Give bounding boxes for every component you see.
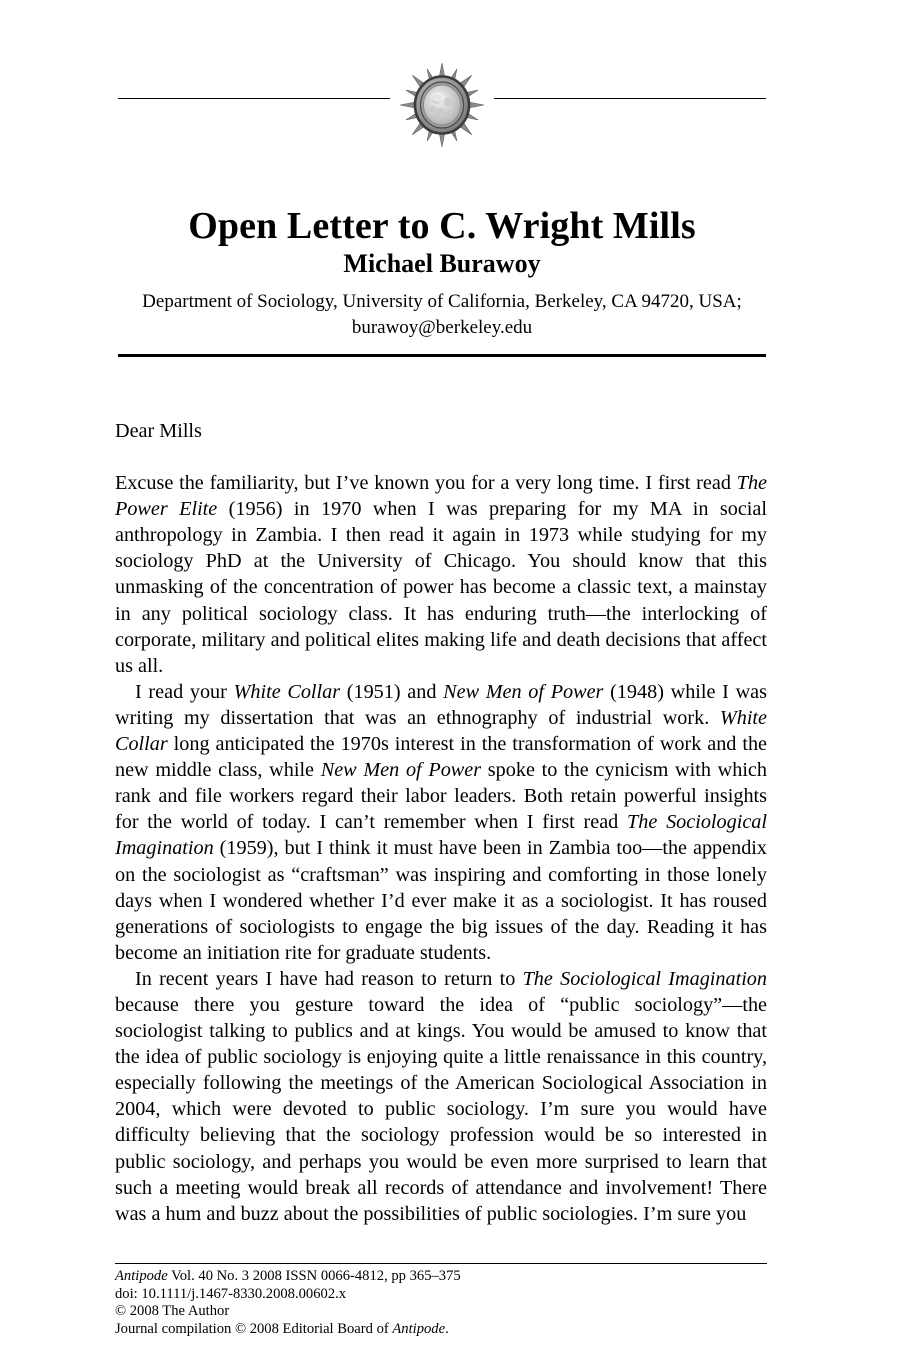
body-paragraph: I read your White Collar (1951) and New Men of Power (1948) while I was writing my dissertation that was an ethnography of industrial work. White Collar long anticipated the 1970s interest in the transformation of work and the new middle class, while New Men of Power spoke to the cynicism with which rank and file workers regard their labor leaders. Both retain powerful insights for the world of today. I can’t remember when I first read The Sociological Imagination (1959), but I think it must have been in Zambia too—the appendix on the sociologist as “craftsman” was inspiring and comforting in those lonely days when I wondered whether I’d ever make it as a sociologist. It has roused generations of sociologists to engage the big issues of the day. Reading it has become an initiation rite for graduate students. bbox=[115, 680, 768, 964]
author-name: Michael Burawoy bbox=[343, 249, 541, 278]
masthead-rule-right bbox=[494, 98, 766, 99]
paragraph-list bbox=[115, 470, 767, 1227]
italic-title: Antipode bbox=[392, 1320, 446, 1337]
masthead-rule-left bbox=[118, 98, 390, 99]
italic-title: The Sociological Imagination bbox=[522, 967, 767, 990]
header-divider-rule bbox=[118, 354, 766, 357]
italic-title: The Sociological Imagination bbox=[115, 811, 768, 860]
sunburst-emblem-icon bbox=[399, 62, 485, 148]
italic-title: White Collar bbox=[115, 706, 767, 756]
footer-line: © 2008 The Author bbox=[115, 1303, 230, 1320]
body-paragraph: Excuse the familiarity, but I’ve known you for a very long time. I first read The Power Elite (1956) in 1970 when I was preparing for my MA in social anthropology in Zambia. I then read it again in 1973 while studying for my sociology PhD at the University of Chicago. You should know that this unmasking of the concentration of power has become a classic text, a mainstay in any political sociology class. It has enduring truth—the interlocking of corporate, military and political elites making life and death decisions that affect us all. bbox=[115, 472, 767, 677]
footer-line: doi: 10.1111/j.1467-8330.2008.00602.x bbox=[115, 1285, 347, 1302]
italic-title: New Men of Power bbox=[320, 759, 482, 782]
article-body bbox=[115, 418, 767, 1227]
italic-title: The Power Elite bbox=[115, 472, 767, 521]
author-affiliation bbox=[118, 289, 766, 341]
affiliation-email: burawoy@berkeley.edu bbox=[351, 317, 533, 338]
page-title: Open Letter to C. Wright Mills bbox=[188, 205, 696, 248]
italic-title: White Collar bbox=[233, 680, 341, 703]
body-paragraph: In recent years I have had reason to return to The Sociological Imagination because there you gesture toward the idea of “public sociology”—the sociologist talking to publics and at kings. You would be amused to know that the idea of public sociology is enjoying quite a little renaissance in this country, especially following the meetings of the American Sociological Association in 2004, which were devoted to public sociology. I’m sure you would have difficulty believing that the sociology profession would be so interested in public sociology, and perhaps you would be even more surprised to learn that such a meeting would break all records of attendance and involvement! There was a hum and buzz about the possibilities of public sociologies. I’m sure you bbox=[115, 967, 767, 1225]
journal-footer bbox=[115, 1268, 767, 1338]
italic-title: Antipode bbox=[115, 1268, 168, 1284]
affiliation-line-1: Department of Sociology, University of California, Berkeley, CA 94720, USA; bbox=[142, 291, 742, 312]
italic-title: New Men of Power bbox=[443, 680, 604, 703]
footer-line: Journal compilation © 2008 Editorial Board of Antipode. bbox=[115, 1320, 449, 1337]
footer-line: Antipode Vol. 40 No. 3 2008 ISSN 0066-4812, pp 365–375 bbox=[115, 1268, 461, 1284]
salutation: Dear Mills bbox=[115, 420, 202, 442]
masthead bbox=[118, 62, 766, 148]
footer-divider-rule bbox=[115, 1263, 767, 1264]
